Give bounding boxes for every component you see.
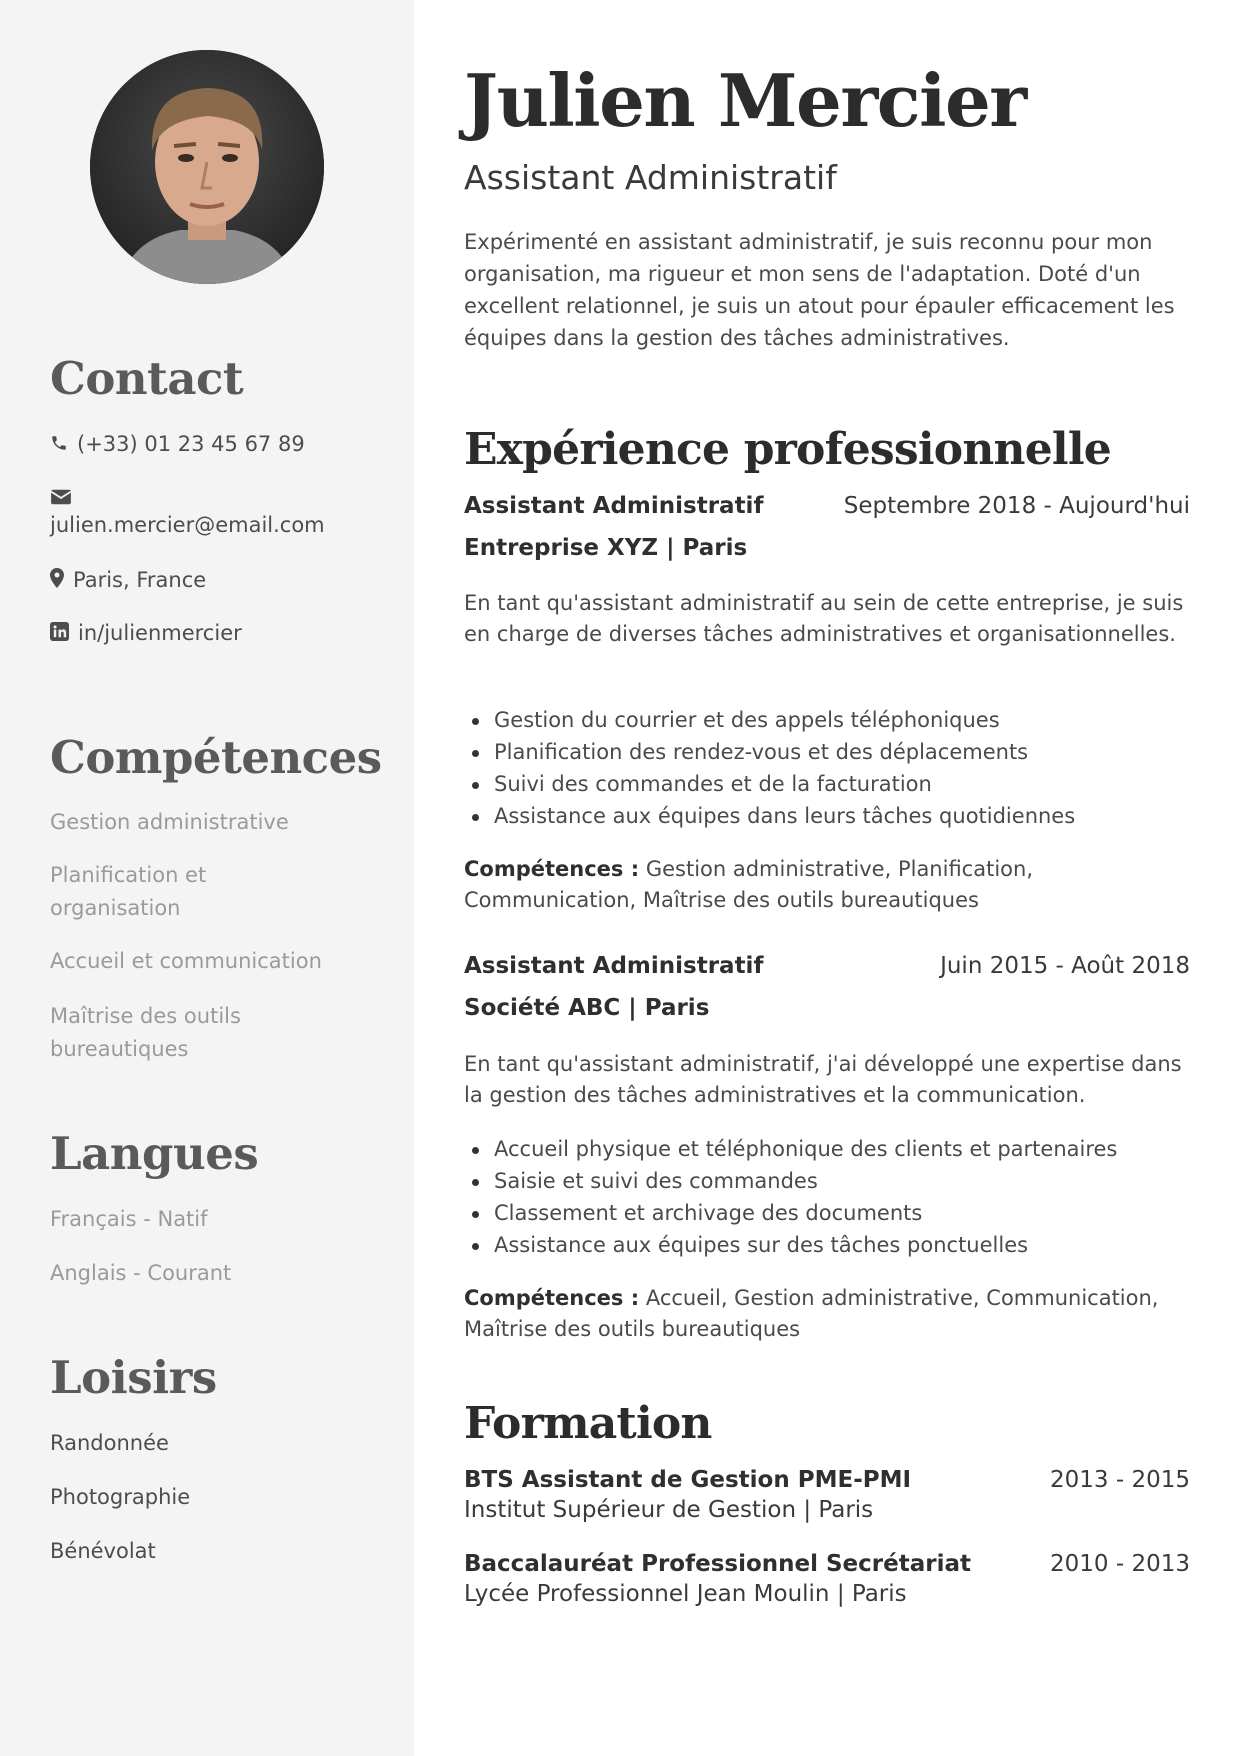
phone-text: (+33) 01 23 45 67 89 [77, 432, 305, 456]
job-bullets [464, 704, 1190, 832]
list-item: Accueil physique et téléphonique des clients et partenaires [464, 1133, 1190, 1165]
list-item: Planification des rendez-vous et des déplacements [464, 736, 1190, 768]
contact-location [50, 564, 370, 598]
education-item [464, 1551, 1190, 1577]
job-skills-text: Accueil, Gestion administrative, Communication, Maîtrise des outils bureautiques [464, 1286, 1159, 1341]
job-dates: Juin 2015 - Août 2018 [940, 953, 1190, 979]
skills-heading: Compétences [50, 731, 382, 784]
main-content [414, 0, 1242, 1756]
education-degree: BTS Assistant de Gestion PME-PMI [464, 1467, 912, 1493]
candidate-name: Julien Mercier [464, 58, 1026, 143]
job-description: En tant qu'assistant administratif au sein de cette entreprise, je suis en charge de diverses tâches administratives et organisationnelles. [464, 591, 1184, 646]
job-role: Assistant Administratif [464, 493, 764, 519]
list-item: Classement et archivage des documents [464, 1197, 1190, 1229]
job-description: En tant qu'assistant administratif, j'ai développé une expertise dans la gestion des tâches administratives et la communication. [464, 1052, 1182, 1107]
contact-linkedin[interactable] [50, 617, 370, 651]
education-school: Lycée Professionnel Jean Moulin | Paris [464, 1581, 907, 1607]
job-title: Assistant Administratif [464, 158, 837, 197]
contact-heading: Contact [50, 352, 244, 405]
job-company: Entreprise XYZ | Paris [464, 535, 748, 561]
education-school: Institut Supérieur de Gestion | Paris [464, 1497, 874, 1523]
avatar-photo [90, 50, 324, 284]
linkedin-icon [50, 618, 69, 651]
hobbies-heading: Loisirs [50, 1351, 217, 1404]
envelope-icon [50, 487, 72, 511]
languages-heading: Langues [50, 1127, 259, 1180]
job-skills-text: Gestion administrative, Planification, Communication, Maîtrise des outils bureautiques [464, 857, 1033, 912]
education-degree: Baccalauréat Professionnel Secrétariat [464, 1551, 971, 1577]
job-header [464, 493, 1190, 519]
sidebar [0, 0, 414, 1756]
job-role: Assistant Administratif [464, 953, 764, 979]
list-item: Assistance aux équipes sur des tâches ponctuelles [464, 1229, 1190, 1261]
hobby-item: Bénévolat [50, 1539, 156, 1563]
job-dates: Septembre 2018 - Aujourd'hui [843, 493, 1190, 519]
list-item: Suivi des commandes et de la facturation [464, 768, 1190, 800]
list-item: Saisie et suivi des commandes [464, 1165, 1190, 1197]
avatar [90, 50, 324, 284]
phone-icon [50, 429, 68, 462]
skill-item: Planification et organisation [50, 863, 207, 920]
education-item [464, 1467, 1190, 1493]
education-years: 2013 - 2015 [1050, 1467, 1190, 1493]
job-bullets [464, 1133, 1190, 1261]
contact-phone [50, 428, 370, 462]
job-skills-label: Compétences : [464, 1286, 640, 1310]
skill-item: Maîtrise des outils bureautiques [50, 1004, 241, 1061]
skill-item: Accueil et communication [50, 949, 322, 973]
job-header [464, 953, 1190, 979]
skill-item: Gestion administrative [50, 810, 289, 834]
profile-summary: Expérimenté en assistant administratif, je suis reconnu pour mon organisation, ma rigueur et mon sens de l'adaptation. Doté d'un excellent relationnel, je suis un atout pour épauler efficacement les équipes dans la gestion des tâches administratives. [464, 230, 1175, 350]
experience-heading: Expérience professionnelle [464, 424, 1111, 475]
map-pin-icon [50, 565, 64, 598]
job-company: Société ABC | Paris [464, 995, 710, 1021]
list-item: Gestion du courrier et des appels téléphoniques [464, 704, 1190, 736]
hobby-item: Randonnée [50, 1431, 169, 1455]
list-item: Assistance aux équipes dans leurs tâches quotidiennes [464, 800, 1190, 832]
job-skills-label: Compétences : [464, 857, 640, 881]
email-text[interactable]: julien.mercier@email.com [50, 513, 325, 537]
location-text: Paris, France [73, 568, 207, 592]
linkedin-text: in/julienmercier [78, 621, 242, 645]
language-item: Français - Natif [50, 1207, 208, 1231]
education-years: 2010 - 2013 [1050, 1551, 1190, 1577]
hobby-item: Photographie [50, 1485, 191, 1509]
job-skills [464, 1283, 1190, 1345]
education-heading: Formation [464, 1398, 712, 1449]
language-item: Anglais - Courant [50, 1261, 232, 1285]
job-skills [464, 854, 1190, 916]
